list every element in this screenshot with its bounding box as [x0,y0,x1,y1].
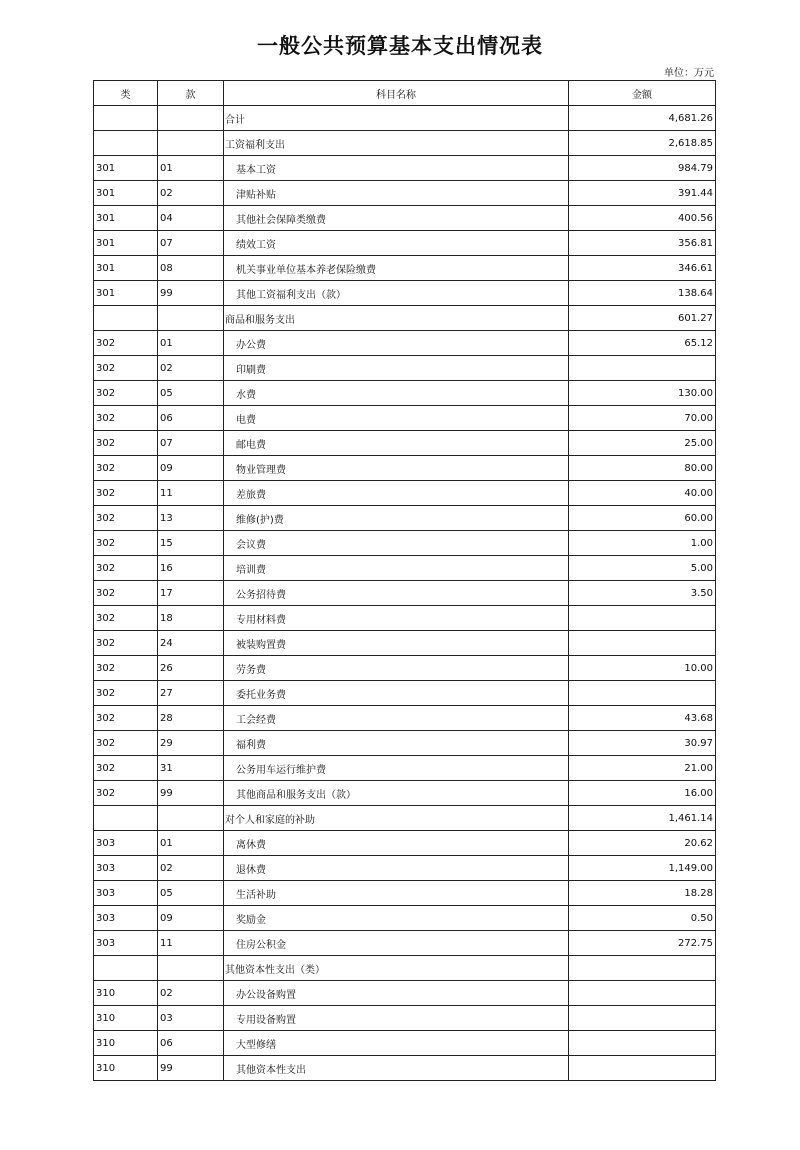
cell-kuan: 18 [158,606,224,631]
table-row [94,556,716,581]
cell-kuan: 01 [158,831,224,856]
table-row [94,606,716,631]
table-row [94,281,716,306]
cell-kuan: 29 [158,731,224,756]
cell-lei: 302 [94,481,158,506]
cell-kuan [158,806,224,831]
cell-kuan: 99 [158,781,224,806]
table-row [94,431,716,456]
table-row [94,231,716,256]
cell-lei: 310 [94,1056,158,1081]
table-row [94,481,716,506]
table-row [94,881,716,906]
cell-lei: 301 [94,281,158,306]
cell-kuan: 31 [158,756,224,781]
table-row [94,931,716,956]
cell-lei: 302 [94,681,158,706]
cell-lei: 302 [94,381,158,406]
cell-name: 公务用车运行维护费 [224,756,569,781]
header-lei: 类 [94,81,158,106]
cell-kuan: 01 [158,156,224,181]
cell-name: 住房公积金 [224,931,569,956]
cell-lei [94,806,158,831]
cell-kuan: 28 [158,706,224,731]
cell-kuan: 02 [158,981,224,1006]
cell-name: 邮电费 [224,431,569,456]
cell-name: 绩效工资 [224,231,569,256]
cell-lei: 303 [94,831,158,856]
table-row [94,656,716,681]
table-row [94,631,716,656]
cell-amount [569,981,716,1006]
table-row [94,581,716,606]
cell-kuan: 05 [158,881,224,906]
cell-amount: 984.79 [569,156,716,181]
table-row [94,531,716,556]
cell-amount [569,681,716,706]
cell-kuan: 02 [158,356,224,381]
header-amount: 金额 [569,81,716,106]
table-row [94,131,716,156]
cell-name: 其他资本性支出（类） [224,956,569,981]
table-row [94,206,716,231]
cell-name: 基本工资 [224,156,569,181]
header-name: 科目名称 [224,81,569,106]
cell-amount: 18.28 [569,881,716,906]
cell-name: 其他资本性支出 [224,1056,569,1081]
cell-lei: 310 [94,1006,158,1031]
cell-amount: 10.00 [569,656,716,681]
cell-lei: 303 [94,856,158,881]
table-row [94,756,716,781]
table-row [94,506,716,531]
cell-amount [569,1006,716,1031]
cell-name: 其他工资福利支出（款） [224,281,569,306]
cell-lei: 302 [94,531,158,556]
cell-lei: 302 [94,731,158,756]
table-row [94,831,716,856]
table-body [94,106,716,1081]
cell-name: 专用材料费 [224,606,569,631]
cell-kuan: 11 [158,481,224,506]
cell-lei: 302 [94,506,158,531]
cell-name: 其他社会保障类缴费 [224,206,569,231]
cell-lei: 302 [94,781,158,806]
table-row [94,456,716,481]
cell-lei [94,956,158,981]
cell-kuan [158,106,224,131]
cell-amount: 1,461.14 [569,806,716,831]
cell-name: 公务招待费 [224,581,569,606]
table-row [94,156,716,181]
cell-name: 被装购置费 [224,631,569,656]
cell-name: 水费 [224,381,569,406]
cell-name: 机关事业单位基本养老保险缴费 [224,256,569,281]
cell-amount: 60.00 [569,506,716,531]
cell-amount: 80.00 [569,456,716,481]
cell-kuan: 27 [158,681,224,706]
cell-kuan [158,956,224,981]
cell-amount: 20.62 [569,831,716,856]
cell-name: 委托业务费 [224,681,569,706]
cell-kuan: 06 [158,406,224,431]
cell-name: 合计 [224,106,569,131]
cell-lei: 302 [94,431,158,456]
cell-amount: 43.68 [569,706,716,731]
cell-amount: 138.64 [569,281,716,306]
cell-name: 差旅费 [224,481,569,506]
cell-amount [569,606,716,631]
cell-kuan: 02 [158,856,224,881]
cell-lei: 310 [94,1031,158,1056]
cell-lei: 310 [94,981,158,1006]
cell-kuan: 07 [158,231,224,256]
cell-lei: 303 [94,881,158,906]
cell-kuan: 04 [158,206,224,231]
cell-lei: 303 [94,931,158,956]
table-header-row [94,81,716,106]
cell-kuan: 26 [158,656,224,681]
cell-name: 商品和服务支出 [224,306,569,331]
cell-amount: 40.00 [569,481,716,506]
cell-lei: 301 [94,206,158,231]
cell-lei: 302 [94,581,158,606]
cell-kuan: 07 [158,431,224,456]
cell-kuan: 08 [158,256,224,281]
cell-lei [94,306,158,331]
cell-lei: 301 [94,256,158,281]
cell-amount: 3.50 [569,581,716,606]
table-row [94,981,716,1006]
cell-lei: 301 [94,181,158,206]
cell-kuan: 09 [158,456,224,481]
cell-lei: 302 [94,656,158,681]
cell-lei: 302 [94,406,158,431]
cell-name: 劳务费 [224,656,569,681]
cell-name: 退休费 [224,856,569,881]
cell-lei: 302 [94,631,158,656]
cell-amount: 272.75 [569,931,716,956]
unit-label: 单位：万元 [664,68,714,79]
cell-kuan: 13 [158,506,224,531]
table-row [94,681,716,706]
cell-name: 生活补助 [224,881,569,906]
cell-amount [569,956,716,981]
cell-name: 维修(护)费 [224,506,569,531]
cell-amount: 391.44 [569,181,716,206]
cell-amount: 1.00 [569,531,716,556]
table-row [94,956,716,981]
table-row [94,781,716,806]
table-row [94,106,716,131]
cell-amount: 1,149.00 [569,856,716,881]
cell-name: 离休费 [224,831,569,856]
cell-kuan: 11 [158,931,224,956]
table-row [94,256,716,281]
cell-kuan: 02 [158,181,224,206]
cell-kuan: 24 [158,631,224,656]
cell-lei [94,131,158,156]
table-row [94,1056,716,1081]
cell-lei: 302 [94,706,158,731]
table-row [94,906,716,931]
cell-kuan: 09 [158,906,224,931]
cell-name: 其他商品和服务支出（款） [224,781,569,806]
cell-name: 津贴补贴 [224,181,569,206]
cell-name: 奖励金 [224,906,569,931]
table-row [94,406,716,431]
cell-name: 印刷费 [224,356,569,381]
cell-kuan: 16 [158,556,224,581]
cell-amount [569,356,716,381]
cell-lei: 302 [94,456,158,481]
table-row [94,331,716,356]
cell-amount: 4,681.26 [569,106,716,131]
cell-kuan: 01 [158,331,224,356]
cell-lei: 301 [94,231,158,256]
table-row [94,356,716,381]
cell-amount: 356.81 [569,231,716,256]
cell-kuan: 17 [158,581,224,606]
cell-kuan: 15 [158,531,224,556]
cell-amount: 65.12 [569,331,716,356]
budget-table [93,80,716,1081]
table-row [94,731,716,756]
cell-amount: 130.00 [569,381,716,406]
table-row [94,1006,716,1031]
cell-name: 培训费 [224,556,569,581]
cell-kuan [158,131,224,156]
table-row [94,381,716,406]
cell-name: 工资福利支出 [224,131,569,156]
cell-name: 大型修缮 [224,1031,569,1056]
table-row [94,181,716,206]
cell-kuan: 99 [158,281,224,306]
cell-amount: 601.27 [569,306,716,331]
table-row [94,806,716,831]
table-row [94,1031,716,1056]
cell-lei: 302 [94,556,158,581]
cell-name: 专用设备购置 [224,1006,569,1031]
cell-amount [569,1031,716,1056]
cell-lei [94,106,158,131]
cell-amount: 16.00 [569,781,716,806]
cell-lei: 301 [94,156,158,181]
cell-name: 办公费 [224,331,569,356]
cell-kuan: 99 [158,1056,224,1081]
cell-amount: 21.00 [569,756,716,781]
cell-amount [569,1056,716,1081]
cell-amount: 30.97 [569,731,716,756]
header-kuan: 款 [158,81,224,106]
table-row [94,856,716,881]
page-title: 一般公共预算基本支出情况表 [257,34,543,58]
cell-lei: 302 [94,756,158,781]
cell-amount [569,631,716,656]
cell-lei: 303 [94,906,158,931]
cell-amount: 400.56 [569,206,716,231]
cell-amount: 0.50 [569,906,716,931]
cell-name: 对个人和家庭的补助 [224,806,569,831]
cell-name: 工会经费 [224,706,569,731]
cell-name: 电费 [224,406,569,431]
cell-name: 会议费 [224,531,569,556]
cell-lei: 302 [94,606,158,631]
table-row [94,706,716,731]
cell-amount: 2,618.85 [569,131,716,156]
cell-kuan: 03 [158,1006,224,1031]
table-row [94,306,716,331]
cell-amount: 25.00 [569,431,716,456]
cell-name: 办公设备购置 [224,981,569,1006]
cell-name: 物业管理费 [224,456,569,481]
cell-lei: 302 [94,331,158,356]
cell-kuan: 06 [158,1031,224,1056]
cell-lei: 302 [94,356,158,381]
cell-kuan [158,306,224,331]
cell-name: 福利费 [224,731,569,756]
cell-amount: 346.61 [569,256,716,281]
cell-amount: 5.00 [569,556,716,581]
cell-amount: 70.00 [569,406,716,431]
cell-kuan: 05 [158,381,224,406]
